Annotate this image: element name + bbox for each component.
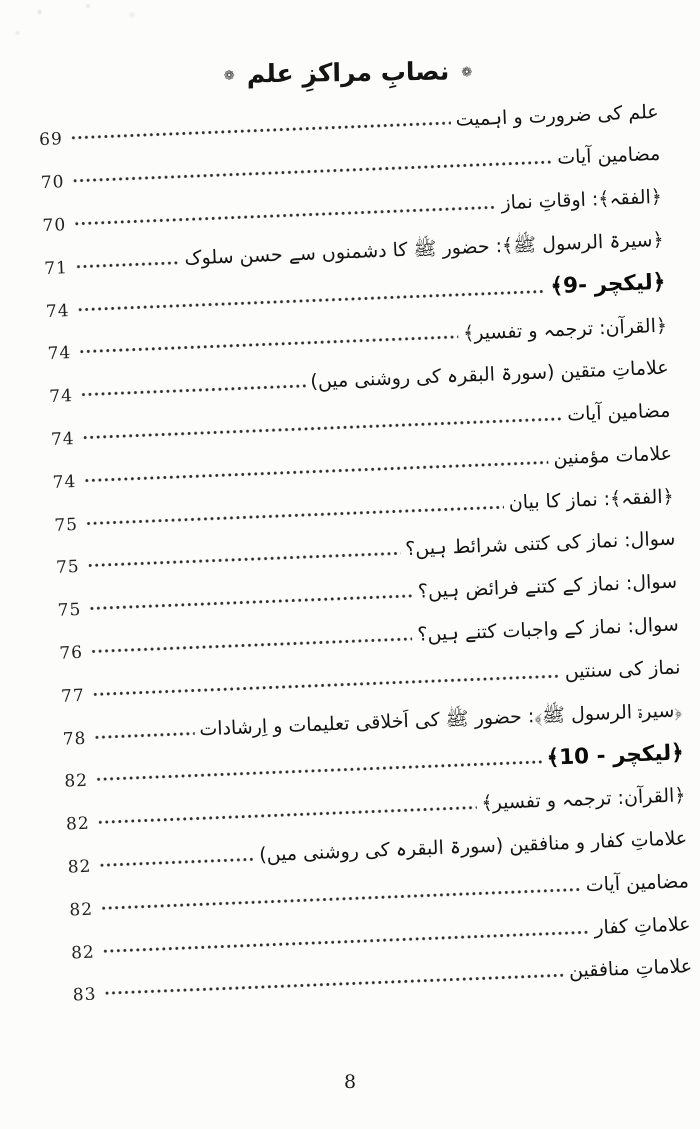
toc-page-number: 75 xyxy=(57,600,82,621)
dot-leader xyxy=(82,415,563,442)
dot-leader xyxy=(87,550,401,570)
toc-page-number: 82 xyxy=(69,899,94,921)
toc-entry-label: سوال: نماز کی کتنی شرائط ہیں؟ xyxy=(404,527,676,561)
book-title-header xyxy=(38,54,658,92)
toc-page-number: 74 xyxy=(47,343,72,365)
dot-leader xyxy=(88,592,413,613)
dot-leader xyxy=(99,855,255,869)
toc-page-number: 74 xyxy=(48,386,74,408)
header-left-flourish-icon: ❁ xyxy=(461,65,473,81)
page-footer xyxy=(0,1071,700,1093)
toc-page-number: 74 xyxy=(45,300,70,322)
toc-entry-label: علم کی ضرورت و اہمیت xyxy=(455,100,659,131)
toc-entry-label: علاماتِ کفار و منافقین (سورۃ البقرہ کی روشنی میں) xyxy=(258,827,688,867)
header-right-flourish-icon: ❁ xyxy=(223,68,235,84)
toc-entry-label: سوال: نماز کے کتنے فرائض ہیں؟ xyxy=(417,570,678,603)
dot-leader xyxy=(90,635,413,656)
toc-page-number: 75 xyxy=(53,514,79,536)
dot-leader xyxy=(100,885,581,912)
toc-entry-label: ﴿القرآن: ترجمہ و تفسیر﴾ xyxy=(481,784,686,815)
dot-leader xyxy=(95,758,542,784)
dot-leader xyxy=(77,287,546,313)
toc-page-number: 71 xyxy=(43,257,69,279)
toc-entry-label: علاماتِ کفار xyxy=(593,912,691,939)
toc-entry-label: ﴿القرآن: ترجمہ و تفسیر﴾ xyxy=(462,314,668,345)
dot-leader xyxy=(92,672,560,698)
toc-page-number: 82 xyxy=(67,856,92,878)
toc-entry-label: مضامین آیات xyxy=(556,143,661,170)
toc-page-number: 75 xyxy=(55,557,81,579)
toc-entry-label: علامات مؤمنین xyxy=(552,442,673,470)
toc-entry-label: سوال: نماز کے واجبات کتنے ہیں؟ xyxy=(416,613,680,646)
dot-leader xyxy=(97,804,477,827)
toc-entry-label: ﴿الفقہ﴾: اوقاتِ نماز xyxy=(500,185,663,215)
toc-page-number: 82 xyxy=(65,813,91,835)
dot-leader xyxy=(104,972,565,998)
table-of-contents xyxy=(38,91,693,1013)
dot-leader xyxy=(80,382,306,399)
toc-page-number: 77 xyxy=(60,685,86,707)
toc-page-number: 74 xyxy=(52,471,77,493)
toc-entry-label: ﴿لیکچر - 10﴾ xyxy=(546,740,685,771)
toc-entry-label: ﴿الفقہ﴾: نماز کا بیان xyxy=(508,485,675,514)
book-title: نصابِ مراکزِ علم xyxy=(246,56,450,89)
dot-leader xyxy=(83,458,548,484)
dot-leader xyxy=(102,928,590,955)
dot-leader xyxy=(78,333,458,356)
toc-page-number: 70 xyxy=(42,215,67,237)
toc-page-number: 78 xyxy=(62,728,87,750)
dot-leader xyxy=(73,203,496,228)
toc-entry-label: ﴿سیرۃ الرسول ﷺ﴾: حضور ﷺ کی اَخلاقی تعلیمات و اِرشادات xyxy=(198,699,683,740)
dot-leader xyxy=(85,503,504,527)
toc-entry-label: ﴿سیرۃ الرسول ﷺ﴾: حضور ﷺ کا دشمنوں سے حسن سلوک xyxy=(184,228,665,270)
dot-leader xyxy=(75,259,180,271)
toc-page-number: 69 xyxy=(38,129,64,151)
toc-page-number: 74 xyxy=(50,428,76,450)
toc-entry-label: علاماتِ منافقین xyxy=(568,955,693,983)
toc-entry-label: مضامین آیات xyxy=(585,870,690,897)
dot-leader xyxy=(70,119,451,142)
toc-entry-label: مضامین آیات xyxy=(566,399,671,426)
toc-page-number: 82 xyxy=(70,942,96,964)
toc-page-number: 83 xyxy=(72,984,97,1006)
toc-page-number: 82 xyxy=(64,771,89,792)
toc-entry-label: ﴿لیکچر -9﴾ xyxy=(550,269,666,300)
dot-leader xyxy=(94,729,195,741)
folio-page-number: 8 xyxy=(343,1071,357,1093)
toc-entry-label: نماز کی سنتیں xyxy=(564,656,681,683)
toc-page-number: 70 xyxy=(40,172,65,194)
dot-leader xyxy=(72,158,553,185)
toc-page-number: 76 xyxy=(59,642,84,664)
toc-entry-label: علاماتِ متقین (سورۃ البقرہ کی روشنی میں) xyxy=(310,356,670,393)
